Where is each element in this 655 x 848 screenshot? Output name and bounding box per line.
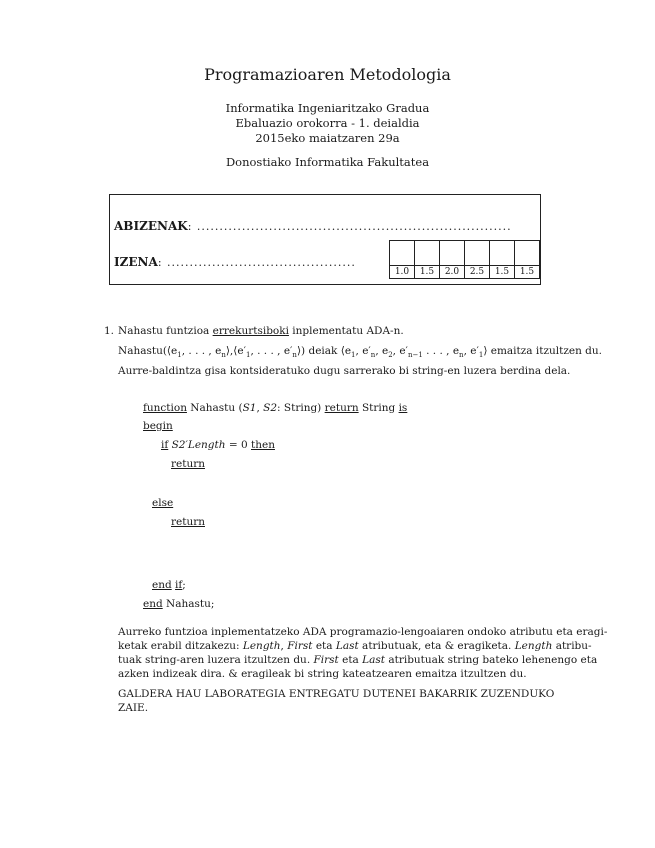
exam-line: Ebaluazio orokorra - 1. deialdia: [235, 116, 420, 130]
surname-label: ABIZENAK: [114, 219, 188, 233]
spec-part: . . . , e: [422, 345, 460, 357]
spec-part: , e′: [392, 345, 408, 357]
grade-weight: 1.0: [390, 266, 415, 279]
grade-cell[interactable]: [490, 241, 515, 266]
page-title: Programazioaren Metodologia: [204, 65, 451, 84]
signature-part: String: [358, 402, 399, 414]
grade-weight: 2.5: [465, 266, 490, 279]
attr-last: Last: [335, 640, 359, 652]
signature-part: Nahastu (: [186, 402, 243, 414]
intro-underlined: errekurtsiboki: [212, 325, 289, 337]
keyword-if: if: [161, 439, 169, 451]
grade-table: [389, 240, 540, 279]
attr-length: Length: [242, 640, 281, 652]
signature-part: : String): [277, 402, 325, 414]
degree-line: Informatika Ingeniaritzako Gradua: [225, 101, 430, 115]
condition-value: = 0: [225, 439, 251, 451]
question-intro: [118, 325, 404, 337]
condition-attr: S2′Length: [168, 439, 226, 451]
semicolon: ;: [182, 579, 186, 591]
question-number: 1.: [104, 325, 115, 337]
explanation-line-4: azken indizeak dira. & eragileak bi string kateatzearen emaitza itzultzen du.: [118, 668, 527, 680]
spec-part: , . . . , e′: [250, 345, 293, 357]
faculty-line: Donostiako Informatika Fakultatea: [225, 155, 430, 169]
text: atributuak, eta & eragiketa.: [358, 640, 515, 652]
keyword-return-else: return: [171, 516, 205, 528]
spec-part: ⟩ emaitza itzultzen du.: [483, 345, 603, 357]
code-end-function: [143, 598, 214, 610]
param-s1: S1: [242, 402, 257, 414]
attr-first: First: [287, 640, 313, 652]
signature-part: ,: [256, 402, 264, 414]
spec-part: ⟩) deiak ⟨e: [296, 345, 352, 357]
keyword-else: else: [152, 497, 174, 509]
date-line: 2015eko maiatzaren 29a: [255, 131, 400, 145]
code-if-line: [161, 439, 275, 451]
keyword-if: if: [175, 579, 183, 591]
lab-note-line-1: GALDERA HAU LABORATEGIA ENTREGATU DUTENEI BAKARRIK ZUZENDUKO: [118, 688, 555, 700]
surname-dots: : ......................................................................: [187, 220, 512, 233]
code-end-if: [152, 579, 186, 591]
explanation-line-2: [118, 640, 592, 652]
attr-first: First: [313, 654, 339, 666]
question-spec: $Nahastu(⟨e_1$, . . . , $e_n⟩,⟨e'_1$, . . . , $e'_n⟩$) deiak $⟨e_1$, $e'_n$, $e_2$, $e'_{n-1}$ . . . , $e_n$, $e'_1⟩$ emaitza itzultzen du.: [118, 345, 603, 360]
precondition-text: Aurre-baldintza gisa kontsideratuko dugu sarrerako bi string-en luzera berdina dela.: [118, 365, 571, 377]
name-field[interactable]: [114, 251, 356, 270]
explanation-line-3: [118, 654, 597, 666]
attr-length: Length: [514, 640, 553, 652]
spec-part: , e′: [463, 345, 479, 357]
spec-part: , e: [375, 345, 389, 357]
name-label: IZENA: [114, 255, 158, 269]
spec-part: Nahastu(⟨e: [118, 345, 178, 357]
text: atributuak string bateko lehenengo eta: [385, 654, 598, 666]
intro-text-end: inplementatu ADA-n.: [288, 325, 404, 337]
keyword-then: then: [251, 439, 275, 451]
end-function-name: Nahastu;: [162, 598, 215, 610]
keyword-function: function: [143, 402, 187, 414]
surname-field[interactable]: [114, 215, 512, 234]
intro-text: Nahastu funtzioa: [118, 325, 213, 337]
grade-weight: 1.5: [515, 266, 540, 279]
keyword-return-then: return: [171, 458, 205, 470]
code-function-signature: [143, 402, 407, 414]
text: tuak string-aren luzera itzultzen du.: [118, 654, 314, 666]
keyword-end: end: [143, 598, 163, 610]
text: atribu-: [552, 640, 592, 652]
spec-part: ⟩,⟨e′: [225, 345, 246, 357]
text: eta: [312, 640, 336, 652]
explanation-line-1: Aurreko funtzioa inplementatzeko ADA programazio-lengoaiaren ondoko atributu eta eragi-: [118, 626, 608, 638]
name-dots: : ..........................................: [157, 256, 356, 269]
keyword-is: is: [398, 402, 408, 414]
keyword-return: return: [324, 402, 359, 414]
grade-cell[interactable]: [390, 241, 415, 266]
grade-cell[interactable]: [465, 241, 490, 266]
lab-note-line-2: ZAIE.: [118, 702, 149, 714]
grade-weight: 1.5: [415, 266, 440, 279]
grade-cell[interactable]: [515, 241, 540, 266]
text: eta: [338, 654, 363, 666]
keyword-begin: begin: [143, 420, 173, 432]
grade-weight: 1.5: [490, 266, 515, 279]
grade-cell[interactable]: [440, 241, 465, 266]
spec-part: , . . . , e: [181, 345, 222, 357]
keyword-end: end: [152, 579, 172, 591]
grade-cell[interactable]: [415, 241, 440, 266]
grade-weight: 2.0: [440, 266, 465, 279]
attr-last: Last: [362, 654, 385, 666]
text: ,: [280, 640, 288, 652]
param-s2: S2: [263, 402, 278, 414]
text: ketak erabil ditzakezu:: [118, 640, 243, 652]
spec-part: , e′: [355, 345, 371, 357]
